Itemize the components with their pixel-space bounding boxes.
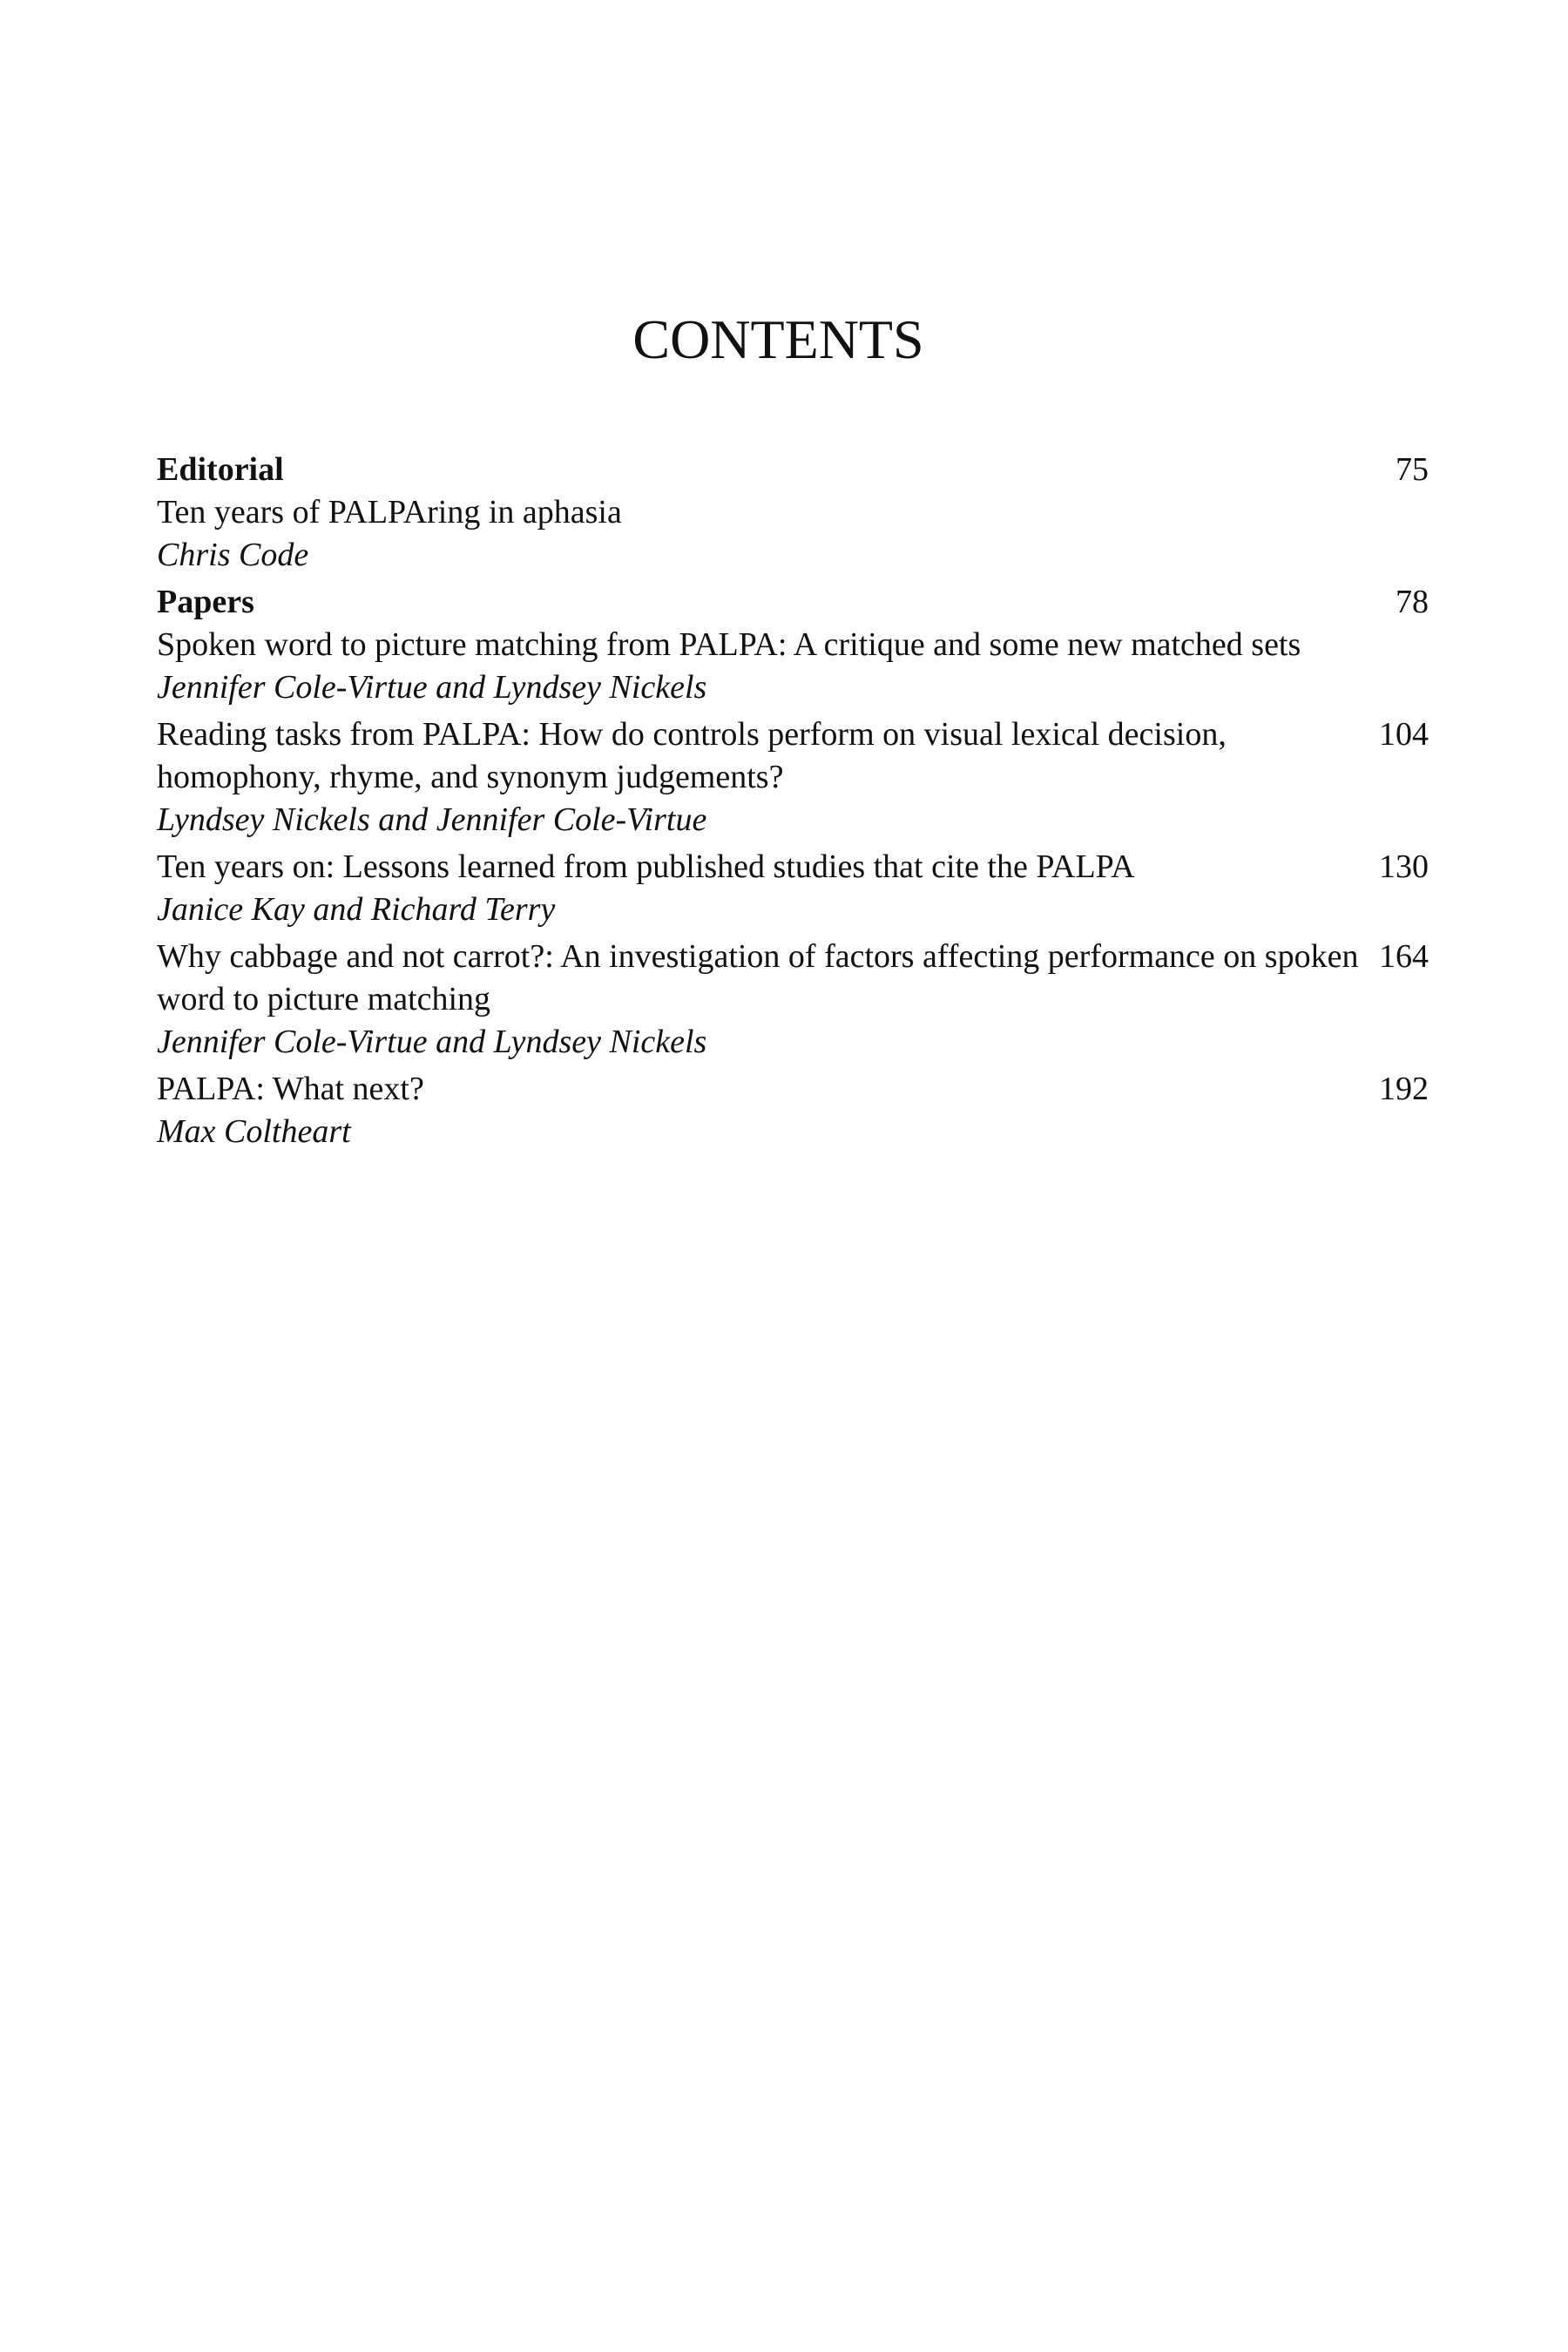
papers-section — [157, 581, 1429, 1153]
entry-page-number: 104 — [1379, 716, 1429, 753]
entry-title-row — [157, 713, 1429, 799]
entry-title: Ten years on: Lessons learned from published studies that cite the PALPA — [157, 848, 1135, 885]
entry-title: Spoken word to picture matching from PALPA: A critique and some new matched sets — [157, 626, 1301, 663]
papers-heading: Papers — [157, 584, 254, 620]
toc-entry — [157, 713, 1429, 841]
entry-title: Reading tasks from PALPA: How do controls perform on visual lexical decision, homophony, rhyme, and synonym judgements? — [157, 716, 1227, 795]
toc-entry — [157, 1068, 1429, 1153]
entry-title-row — [157, 624, 1429, 666]
entry-author: Jennifer Cole-Virtue and Lyndsey Nickels — [157, 1024, 707, 1060]
entry-title: Ten years of PALPAring in aphasia — [157, 494, 622, 531]
entry-title-row — [157, 491, 1429, 534]
editorial-heading-row — [157, 449, 1429, 491]
toc-entry — [157, 491, 1429, 577]
editorial-page-number: 75 — [1396, 451, 1429, 488]
papers-page-number: 78 — [1396, 584, 1429, 620]
entry-title: PALPA: What next? — [157, 1071, 424, 1107]
entry-author: Jennifer Cole-Virtue and Lyndsey Nickels — [157, 669, 707, 706]
entry-title-row — [157, 936, 1429, 1021]
entry-title-row — [157, 1068, 1429, 1111]
toc-entry — [157, 936, 1429, 1064]
entry-title-row — [157, 846, 1429, 889]
editorial-section — [157, 449, 1429, 577]
entry-author: Lyndsey Nickels and Jennifer Cole-Virtue — [157, 801, 707, 838]
entry-page-number: 130 — [1379, 848, 1429, 885]
entry-author: Chris Code — [157, 537, 309, 573]
toc-entry — [157, 624, 1429, 709]
page-title: CONTENTS — [632, 308, 924, 370]
entry-page-number: 164 — [1379, 938, 1429, 975]
table-of-contents — [157, 449, 1429, 1158]
entry-author: Janice Kay and Richard Terry — [157, 891, 556, 928]
entry-page-number: 192 — [1379, 1071, 1429, 1107]
entry-title: Why cabbage and not carrot?: An investigation of factors affecting performance on spoken word to picture matching — [157, 938, 1359, 1017]
toc-entry — [157, 846, 1429, 931]
entry-author: Max Coltheart — [157, 1113, 351, 1150]
papers-heading-row — [157, 581, 1429, 624]
editorial-heading: Editorial — [157, 451, 284, 488]
